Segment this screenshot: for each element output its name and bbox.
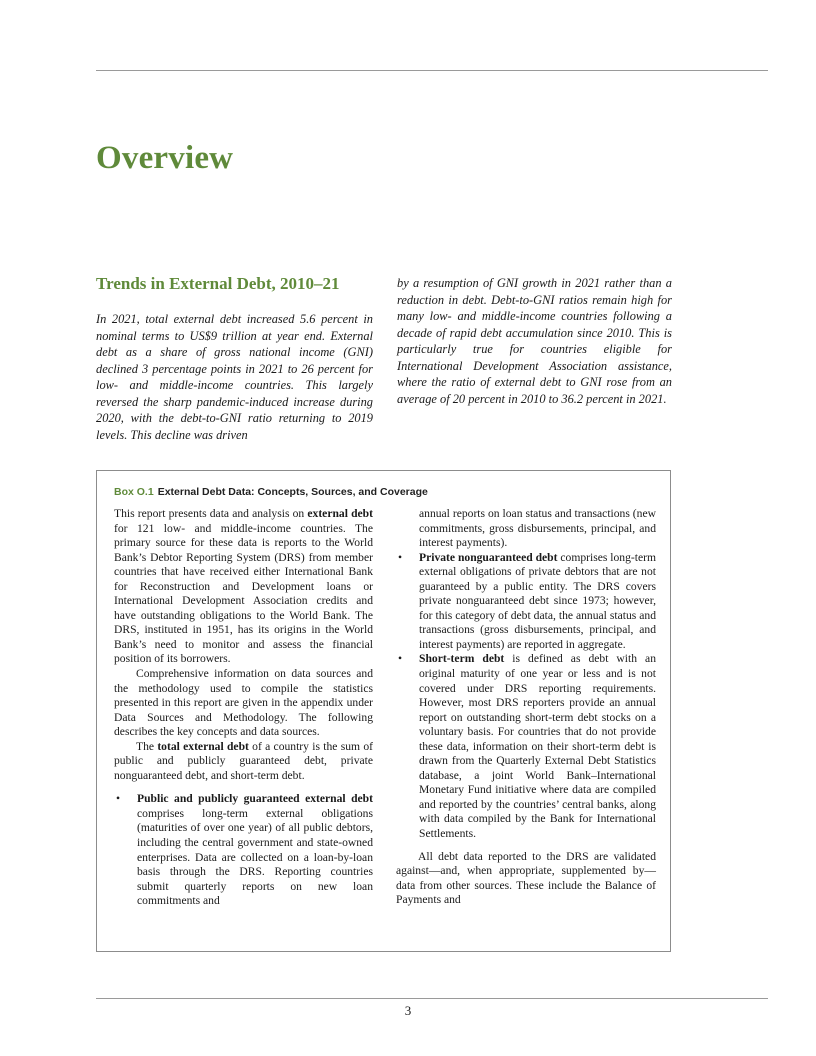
intro-paragraph-right: by a resumption of GNI growth in 2021 rather than a reduction in debt. Debt-to-GNI ratios remain high for many low- and middle-income countries following a decade of rapid debt accumulation since 2010. This is particularly true for countries eligible for International Development Association assistance, where the ratio of external debt to GNI rose from an average of 20 percent in 2010 to 36.2 percent in 2021.	[397, 276, 672, 406]
bold-term: Private nonguaranteed debt	[419, 550, 558, 564]
box-column-left	[114, 507, 373, 909]
box-title	[114, 486, 428, 498]
text-run: of a country is the sum of public and publicly guaranteed debt, private nonguaranteed debt, and short-term debt.	[114, 739, 373, 782]
text-run: comprises long-term external obligations of private debtors that are not guaranteed by a public entity. The DRS covers private nonguaranteed debt since 1973; however, for this category of debt data, the annual status and transactions (gross disbursements, principal, and interest payments) are reported in aggregate.	[419, 550, 657, 651]
page-number: 3	[404, 1003, 412, 1018]
box-paragraph	[114, 740, 373, 784]
box-title-text: External Debt Data: Concepts, Sources, and Coverage	[157, 486, 428, 498]
box-column-right	[396, 507, 656, 908]
page-title: Overview	[96, 140, 234, 176]
bold-term: Short-term debt	[419, 652, 505, 666]
bullet-item	[396, 551, 656, 653]
section-heading: Trends in External Debt, 2010–21	[96, 274, 340, 293]
bullet-item	[396, 652, 656, 841]
intro-paragraph-left: In 2021, total external debt increased 5.6 percent in nominal terms to US$9 trillion at year end. External debt as a share of gross national income (GNI) declined 3 percentage points in 2021 to 26 percent for low- and middle-income countries. This largely reversed the sharp pandemic-induced increase during 2020, with the debt-to-GNI ratio returning to 2019 levels. This decline was driven	[96, 312, 373, 442]
box-label: Box O.1	[114, 486, 154, 498]
box-o1	[96, 470, 671, 952]
text-run: for 121 low- and middle-income countries. The primary source for these data is reports to the World Bank’s Debtor Reporting System (DRS) from member countries that have received either International Bank for Reconstruction and Development loans or International Development Association credits and have outstanding obligations to the World Bank. The DRS, instituted in 1951, has its origins in the World Bank’s need to monitor and assess the financial position of its borrowers.	[114, 521, 373, 666]
text-run: comprises long-term external obligations (maturities of over one year) of all public debtors, including the central government and state-owned enterprises. Data are collected on a loan-by-loan basis through the DRS. Reporting countries submit quarterly reports on new loan commitments and	[137, 806, 373, 908]
bold-term: Public and publicly guaranteed external debt	[137, 792, 373, 806]
footer-rule	[96, 998, 768, 999]
box-paragraph: All debt data reported to the DRS are validated against—and, when appropriate, supplemented by—data from other sources. These include the Balance of Payments and	[396, 849, 656, 907]
bullet-continuation: annual reports on loan status and transactions (new commitments, gross disbursements, principal, and interest payments).	[419, 507, 656, 550]
bullet-item	[114, 792, 373, 908]
bold-term: total external debt	[157, 739, 249, 753]
bullet-list	[114, 792, 373, 908]
text-run: This report presents data and analysis on	[114, 507, 308, 520]
box-paragraph: Comprehensive information on data sources and the methodology used to compile the statistics presented in this report are given in the appendix under Data Sources and Methodology. The following describes the key concepts and data sources.	[114, 667, 373, 739]
header-rule	[96, 70, 768, 71]
box-paragraph	[114, 507, 373, 667]
text-run: is defined as debt with an original maturity of one year or less and is not covered under DRS reporting requirements. However, most DRS reporters provide an annual report on outstanding short-term debt stocks on a voluntary basis. For countries that do not provide these data, information on their short-term debt is drawn from the Quarterly External Debt Statistics database, a joint World Bank–International Monetary Fund initiative where data are compiled and reported by the countries’ central banks, along with data compiled by the Bank for International Settlements.	[419, 652, 656, 841]
bold-term: external debt	[307, 507, 373, 520]
text-run: The	[136, 739, 158, 753]
bullet-list	[396, 507, 656, 842]
